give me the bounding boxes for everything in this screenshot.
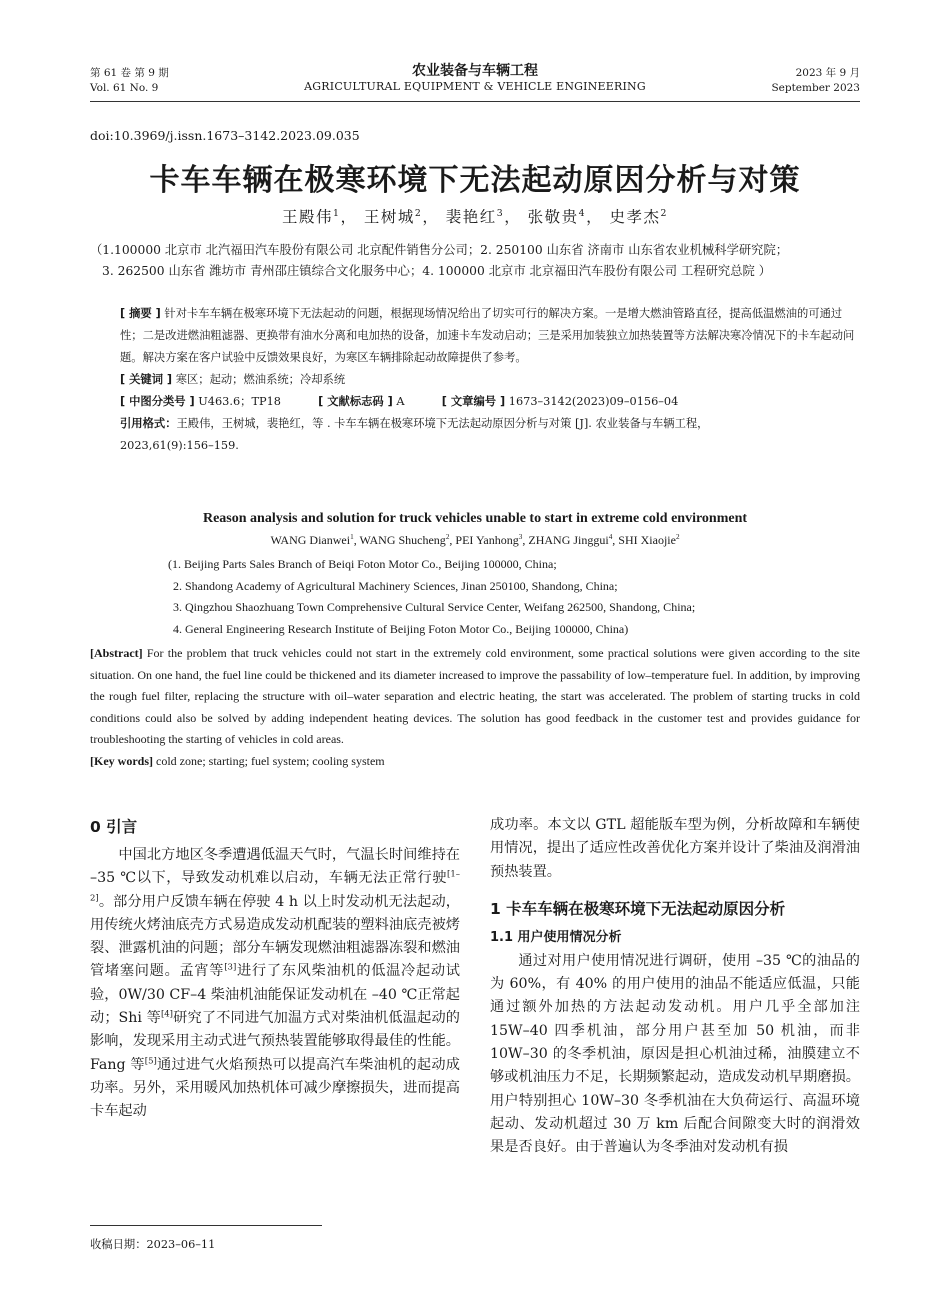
affiliation-en-line: 4. General Engineering Research Institute of Beijing Foton Motor Co., Beijing 100000, China) [173,621,629,636]
doi: doi:10.3969/j.issn.1673–3142.2023.09.035 [90,128,360,143]
author-en: ZHANG Jinggui$^4$ [528,533,613,547]
footnote-rule [90,1225,322,1226]
english-title: Reason analysis and solution for truck vehicles unable to start in extreme cold environment [202,511,748,526]
affiliation-line: 3. 262500 山东省 潍坊市 青州邵庄镇综合文化服务中心；4. 100000 北京市 北京福田汽车股份有限公司 工程研究总院 ） [102,264,771,278]
abstract-en: [Abstract] For the problem that truck vehicles could not start in the extremely cold environment, some practical solutions were given according to the site situation. On one hand, the fuel line could be thickened and its diameter increased to improve the passability of low–temperature fuel. In addition, by improving the rough fuel filter, replacing the structure with oil–water separation and electric heating, the start was accelerated. The problem of starting trucks in cold conditions could also be solved by adding independent heating devices. The solution has good feedback in the customer test and provides guidance for troubleshooting the starting of vehicles in cold areas. [90,646,860,747]
abstract-en-block [90,643,860,773]
body-column-right [490,814,860,1160]
paper-title: 卡车车辆在极寒环境下无法起动原因分析与对策 [149,163,801,198]
volume-cn: 第 61 卷 第 9 期 [90,67,169,79]
body-paragraph: 通过对用户使用情况进行调研，使用 –35 ℃的油品的为 60%，有 40% 的用户使用的油品不能适应低温，只能通过额外加热的方法起动发动机。用户几乎全部加注 15W–40 四季机油，部分用户甚至加 50 机油，而非 10W–30 的冬季机油，原因是担心机油过稀，油膜建立不够或机油压力不足，长期频繁起动，造成发动机早期磨损。用户特别担心 10W–30 冬季机油在大负荷运行、高温环境起动、发动机超过 30 万 km 后配合间隙变大时的润滑效果是否良好。由于普遍认为冬季油对发动机有损 [490,952,860,1156]
author-en: WANG Shucheng$^2$ [359,533,450,547]
author: 裴艳红$^3$ [445,207,505,226]
affiliation-en-line: (1. Beijing Parts Sales Branch of Beiqi Foton Motor Co., Beijing 100000, China; [168,557,557,571]
author: 王树城$^2$ [363,207,423,226]
author: 史孝杰$^2$ [609,207,668,226]
date-en: September 2023 [771,82,860,94]
body-paragraph: 中国北方地区冬季遭遇低温天气时，气温长时间维持在 –35 ℃以下，导致发动机难以启动，车辆无法正常行驶[1–2]。部分用户反馈车辆在停驶 4 h 以上时发动机无法起动，用传统火烤油底壳方式易造成发动机配装的塑料油底壳被烤裂、泄露机油的问题；部分车辆发现燃油粗滤器冻裂和燃油管堵塞问题。孟宵等[3]进行了东风柴油机的低温冷起动试验，0W/30 CF–4 柴油机油能保证发动机在 –40 ℃正常起动；Shi 等[4]研究了不同进气加温方式对柴油机低温起动的影响，发现采用主动式进气预热装置能够取得最佳的性能。Fang 等[5]通过进气火焰预热可以提高汽车柴油机的起动成功率。另外，采用暖风加热机体可减少摩擦损失，进而提高卡车起动 [90,847,460,1120]
citation: 引用格式：王殿伟，王树城，裴艳红，等 . 卡车车辆在极寒环境下无法起动原因分析与对策 [J]. 农业装备与车辆工程， 2023,61(9):156–159. [120,417,709,452]
journal-name-cn: 农业装备与车辆工程 [412,63,538,79]
affiliation-line: （1.100000 北京市 北汽福田汽车股份有限公司 北京配件销售分公司；2. 250100 山东省 济南市 山东省农业机械科学研究院； [90,243,789,257]
authors-cn: 王殿伟$^1$， 王树城$^2$， 裴艳红$^3$， 张敬贵$^4$， 史孝杰$^2$ [282,207,668,226]
author-en: WANG Dianwei$^1$ [270,533,354,547]
header-rule [90,101,860,102]
author: 张敬贵$^4$ [527,207,587,226]
keywords-cn: [ 关键词 ] 寒区；起动；燃油系统；冷却系统 [120,373,346,386]
received-date-footnote: 收稿日期：2023–06–11 [90,1238,216,1251]
volume-en: Vol. 61 No. 9 [90,82,159,94]
author-en: SHI Xiaojie$^2$ [618,533,680,547]
classification: [ 中图分类号 ] U463.6；TP18 [ 文献标志码 ] A [ 文章编号 ] 1673–3142(2023)09–0156–04 [120,395,679,408]
date-cn: 2023 年 9 月 [795,67,860,79]
section-heading: 0 引言 [90,818,138,836]
subsection-heading: 1.1 用户使用情况分析 [490,929,622,945]
body-paragraph: 成功率。本文以 GTL 超能版车型为例，分析故障和车辆使用情况，提出了适应性改善优化方案并设计了柴油及润滑油预热装置。 [490,817,860,880]
section-heading: 1 卡车车辆在极寒环境下无法起动原因分析 [490,899,786,918]
author-en: PEI Yanhong$^3$ [455,533,523,547]
affiliations-en [168,554,868,640]
authors-en: WANG Dianwei$^1$, WANG Shucheng$^2$, PEI Yanhong$^3$, ZHANG Jinggui$^4$, SHI Xiaojie$^2$ [270,533,680,547]
header-date [771,66,860,96]
affiliation-en-line: 2. Shandong Academy of Agricultural Machinery Sciences, Jinan 250100, Shandong, China; [173,578,618,593]
affiliation-en-line: 3. Qingzhou Shaozhuang Town Comprehensive Cultural Service Center, Weifang 262500, Shandong, China; [173,600,696,614]
body-column-left [90,814,460,1124]
affiliations-cn [90,240,865,282]
keywords-en: [Key words] cold zone; starting; fuel system; cooling system [90,753,385,768]
abstract-cn: [ 摘要 ] 针对卡车车辆在极寒环境下无法起动的问题，根据现场情况给出了切实可行的解决方案。一是增大燃油管路直径，提高低温燃油的可通过性；二是改进燃油粗滤器、更换带有油水分离和电加热的设备，加速卡车发动启动；三是采用加装独立加热装置等方法解决寒冷情况下的卡车起动问题。解决方案在客户试验中反馈效果良好，为寒区车辆排除起动故障提供了参考。 [120,307,855,364]
author: 王殿伟$^1$ [282,207,341,226]
abstract-cn-block [120,303,860,457]
journal-name-en: AGRICULTURAL EQUIPMENT & VEHICLE ENGINEERING [304,80,646,93]
